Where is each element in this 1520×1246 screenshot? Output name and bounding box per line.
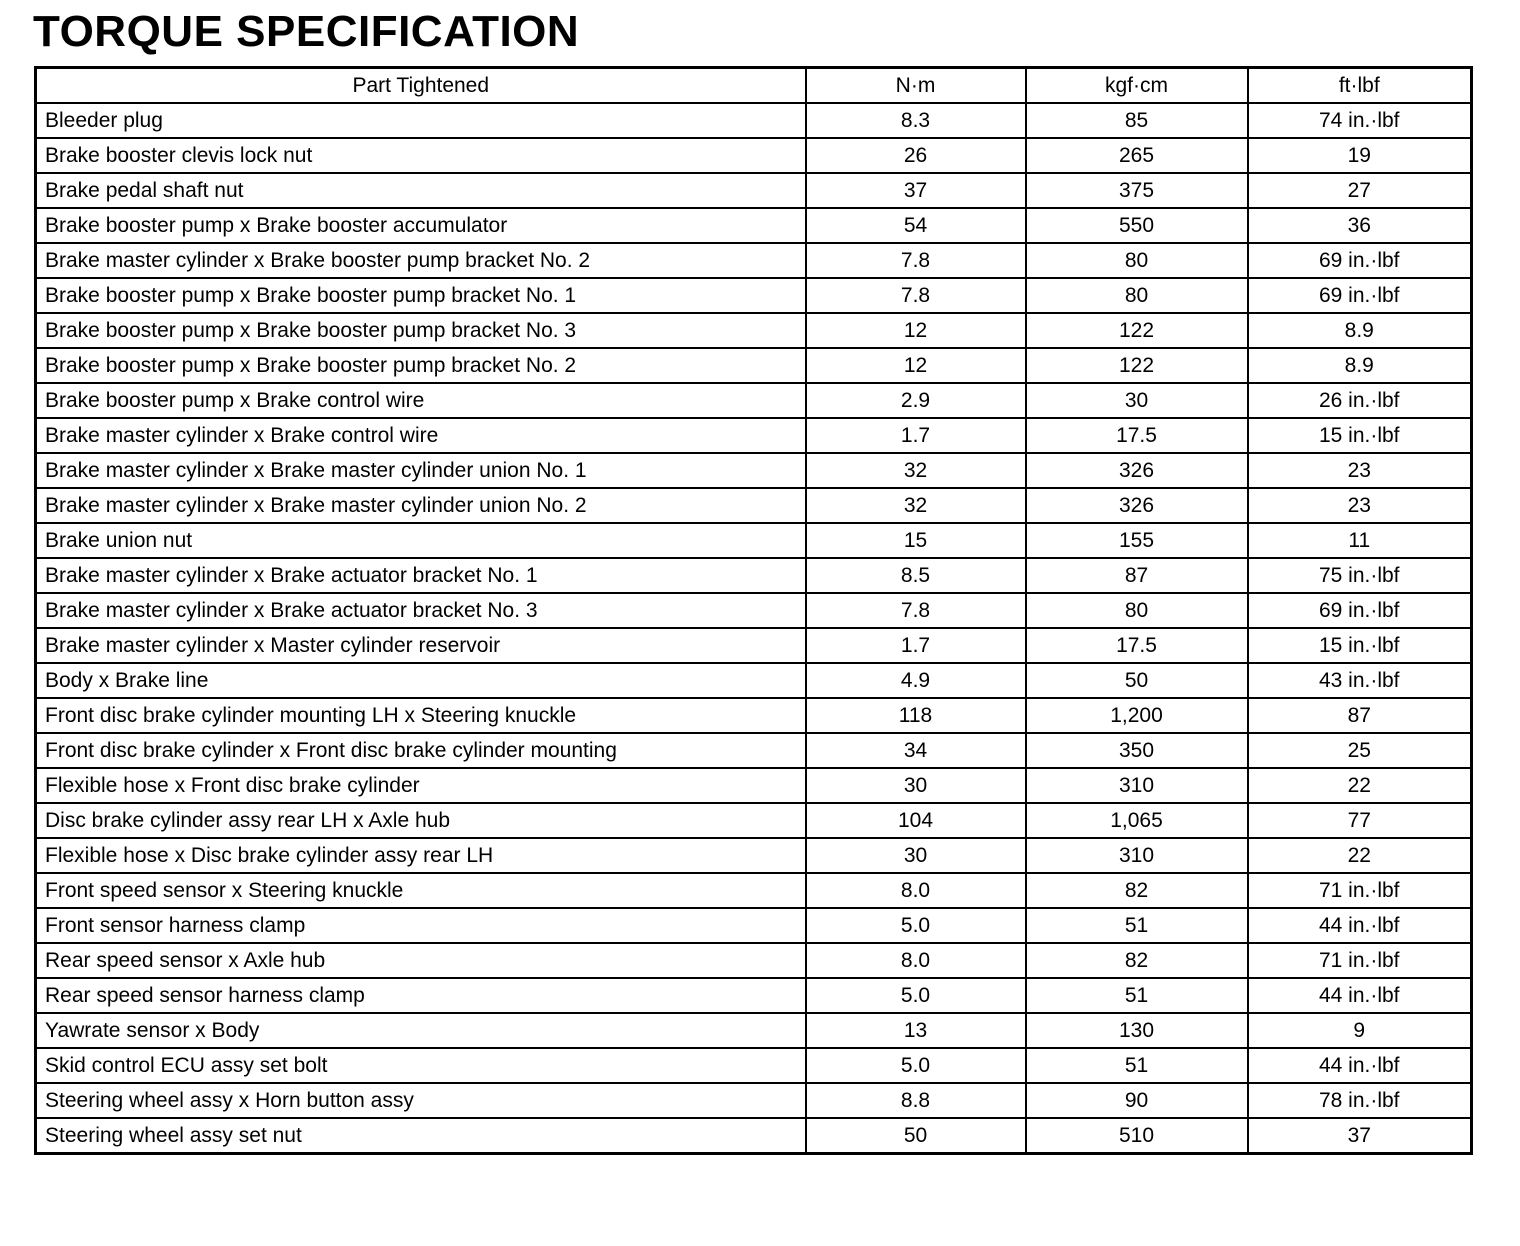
part-cell: Brake master cylinder x Brake master cylinder union No. 1: [36, 453, 806, 488]
part-cell: Steering wheel assy x Horn button assy: [36, 1083, 806, 1118]
nm-cell: 26: [806, 138, 1026, 173]
nm-cell: 30: [806, 768, 1026, 803]
table-row: [36, 1083, 1472, 1118]
ftlbf-cell: 23: [1248, 453, 1472, 488]
table-row: [36, 628, 1472, 663]
part-cell: Brake master cylinder x Brake master cylinder union No. 2: [36, 488, 806, 523]
kgfcm-cell: 82: [1026, 943, 1248, 978]
nm-cell: 5.0: [806, 978, 1026, 1013]
part-cell: Brake master cylinder x Master cylinder reservoir: [36, 628, 806, 663]
nm-cell: 50: [806, 1118, 1026, 1154]
column-header-nm: N·m: [806, 68, 1026, 104]
ftlbf-cell: 27: [1248, 173, 1472, 208]
ftlbf-cell: 26 in.·lbf: [1248, 383, 1472, 418]
ftlbf-cell: 44 in.·lbf: [1248, 908, 1472, 943]
nm-cell: 1.7: [806, 628, 1026, 663]
table-row: [36, 348, 1472, 383]
ftlbf-cell: 8.9: [1248, 348, 1472, 383]
ftlbf-cell: 75 in.·lbf: [1248, 558, 1472, 593]
nm-cell: 32: [806, 488, 1026, 523]
kgfcm-cell: 1,200: [1026, 698, 1248, 733]
ftlbf-cell: 71 in.·lbf: [1248, 943, 1472, 978]
nm-cell: 8.0: [806, 943, 1026, 978]
kgfcm-cell: 30: [1026, 383, 1248, 418]
kgfcm-cell: 375: [1026, 173, 1248, 208]
ftlbf-cell: 8.9: [1248, 313, 1472, 348]
part-cell: Brake master cylinder x Brake actuator bracket No. 3: [36, 593, 806, 628]
kgfcm-cell: 350: [1026, 733, 1248, 768]
header-row: [36, 68, 1472, 104]
ftlbf-cell: 87: [1248, 698, 1472, 733]
kgfcm-cell: 155: [1026, 523, 1248, 558]
table-row: [36, 908, 1472, 943]
column-header-part: Part Tightened: [36, 68, 806, 104]
part-cell: Rear speed sensor x Axle hub: [36, 943, 806, 978]
table-row: [36, 558, 1472, 593]
table-row: [36, 208, 1472, 243]
kgfcm-cell: 85: [1026, 103, 1248, 138]
nm-cell: 7.8: [806, 278, 1026, 313]
part-cell: Front disc brake cylinder x Front disc brake cylinder mounting: [36, 733, 806, 768]
ftlbf-cell: 78 in.·lbf: [1248, 1083, 1472, 1118]
part-cell: Brake booster pump x Brake booster accumulator: [36, 208, 806, 243]
ftlbf-cell: 44 in.·lbf: [1248, 978, 1472, 1013]
table-row: [36, 803, 1472, 838]
ftlbf-cell: 25: [1248, 733, 1472, 768]
table-row: [36, 1048, 1472, 1083]
nm-cell: 12: [806, 348, 1026, 383]
ftlbf-cell: 37: [1248, 1118, 1472, 1154]
table-row: [36, 768, 1472, 803]
table-row: [36, 1118, 1472, 1154]
table-row: [36, 278, 1472, 313]
ftlbf-cell: 15 in.·lbf: [1248, 628, 1472, 663]
part-cell: Brake master cylinder x Brake booster pump bracket No. 2: [36, 243, 806, 278]
table-row: [36, 243, 1472, 278]
nm-cell: 37: [806, 173, 1026, 208]
nm-cell: 5.0: [806, 908, 1026, 943]
nm-cell: 7.8: [806, 593, 1026, 628]
table-row: [36, 418, 1472, 453]
table-row: [36, 173, 1472, 208]
part-cell: Yawrate sensor x Body: [36, 1013, 806, 1048]
kgfcm-cell: 50: [1026, 663, 1248, 698]
part-cell: Bleeder plug: [36, 103, 806, 138]
nm-cell: 4.9: [806, 663, 1026, 698]
kgfcm-cell: 122: [1026, 313, 1248, 348]
nm-cell: 15: [806, 523, 1026, 558]
part-cell: Brake booster pump x Brake booster pump bracket No. 2: [36, 348, 806, 383]
kgfcm-cell: 326: [1026, 453, 1248, 488]
kgfcm-cell: 80: [1026, 243, 1248, 278]
nm-cell: 12: [806, 313, 1026, 348]
nm-cell: 8.3: [806, 103, 1026, 138]
torque-spec-table: [34, 66, 1473, 1155]
kgfcm-cell: 265: [1026, 138, 1248, 173]
part-cell: Brake master cylinder x Brake actuator bracket No. 1: [36, 558, 806, 593]
kgfcm-cell: 310: [1026, 838, 1248, 873]
part-cell: Front sensor harness clamp: [36, 908, 806, 943]
kgfcm-cell: 130: [1026, 1013, 1248, 1048]
table-row: [36, 103, 1472, 138]
column-header-ftlbf: ft·lbf: [1248, 68, 1472, 104]
ftlbf-cell: 22: [1248, 768, 1472, 803]
ftlbf-cell: 11: [1248, 523, 1472, 558]
table-row: [36, 733, 1472, 768]
table-row: [36, 523, 1472, 558]
part-cell: Brake master cylinder x Brake control wire: [36, 418, 806, 453]
table-row: [36, 978, 1472, 1013]
part-cell: Disc brake cylinder assy rear LH x Axle hub: [36, 803, 806, 838]
table-row: [36, 663, 1472, 698]
part-cell: Brake booster pump x Brake booster pump bracket No. 1: [36, 278, 806, 313]
ftlbf-cell: 71 in.·lbf: [1248, 873, 1472, 908]
table-row: [36, 488, 1472, 523]
part-cell: Front disc brake cylinder mounting LH x Steering knuckle: [36, 698, 806, 733]
table-row: [36, 873, 1472, 908]
ftlbf-cell: 43 in.·lbf: [1248, 663, 1472, 698]
nm-cell: 1.7: [806, 418, 1026, 453]
part-cell: Brake pedal shaft nut: [36, 173, 806, 208]
ftlbf-cell: 69 in.·lbf: [1248, 243, 1472, 278]
part-cell: Front speed sensor x Steering knuckle: [36, 873, 806, 908]
part-cell: Flexible hose x Front disc brake cylinder: [36, 768, 806, 803]
kgfcm-cell: 510: [1026, 1118, 1248, 1154]
nm-cell: 34: [806, 733, 1026, 768]
ftlbf-cell: 19: [1248, 138, 1472, 173]
table-row: [36, 313, 1472, 348]
nm-cell: 8.5: [806, 558, 1026, 593]
kgfcm-cell: 90: [1026, 1083, 1248, 1118]
part-cell: Brake booster pump x Brake booster pump bracket No. 3: [36, 313, 806, 348]
kgfcm-cell: 550: [1026, 208, 1248, 243]
nm-cell: 7.8: [806, 243, 1026, 278]
nm-cell: 8.0: [806, 873, 1026, 908]
nm-cell: 118: [806, 698, 1026, 733]
ftlbf-cell: 77: [1248, 803, 1472, 838]
kgfcm-cell: 87: [1026, 558, 1248, 593]
part-cell: Flexible hose x Disc brake cylinder assy rear LH: [36, 838, 806, 873]
nm-cell: 13: [806, 1013, 1026, 1048]
ftlbf-cell: 74 in.·lbf: [1248, 103, 1472, 138]
nm-cell: 2.9: [806, 383, 1026, 418]
kgfcm-cell: 17.5: [1026, 628, 1248, 663]
table-row: [36, 383, 1472, 418]
table-row: [36, 1013, 1472, 1048]
part-cell: Skid control ECU assy set bolt: [36, 1048, 806, 1083]
ftlbf-cell: 69 in.·lbf: [1248, 278, 1472, 313]
part-cell: Brake booster clevis lock nut: [36, 138, 806, 173]
column-header-kgfcm: kgf·cm: [1026, 68, 1248, 104]
part-cell: Brake booster pump x Brake control wire: [36, 383, 806, 418]
kgfcm-cell: 17.5: [1026, 418, 1248, 453]
ftlbf-cell: 9: [1248, 1013, 1472, 1048]
nm-cell: 104: [806, 803, 1026, 838]
kgfcm-cell: 51: [1026, 978, 1248, 1013]
page-title: TORQUE SPECIFICATION: [33, 7, 580, 56]
kgfcm-cell: 1,065: [1026, 803, 1248, 838]
ftlbf-cell: 44 in.·lbf: [1248, 1048, 1472, 1083]
table-body: [36, 103, 1472, 1154]
table-row: [36, 838, 1472, 873]
kgfcm-cell: 80: [1026, 278, 1248, 313]
part-cell: Rear speed sensor harness clamp: [36, 978, 806, 1013]
nm-cell: 30: [806, 838, 1026, 873]
ftlbf-cell: 22: [1248, 838, 1472, 873]
table-row: [36, 698, 1472, 733]
nm-cell: 5.0: [806, 1048, 1026, 1083]
ftlbf-cell: 23: [1248, 488, 1472, 523]
kgfcm-cell: 82: [1026, 873, 1248, 908]
ftlbf-cell: 15 in.·lbf: [1248, 418, 1472, 453]
table-row: [36, 943, 1472, 978]
ftlbf-cell: 69 in.·lbf: [1248, 593, 1472, 628]
part-cell: Body x Brake line: [36, 663, 806, 698]
nm-cell: 54: [806, 208, 1026, 243]
ftlbf-cell: 36: [1248, 208, 1472, 243]
table-row: [36, 453, 1472, 488]
table-row: [36, 593, 1472, 628]
kgfcm-cell: 310: [1026, 768, 1248, 803]
part-cell: Brake union nut: [36, 523, 806, 558]
kgfcm-cell: 51: [1026, 1048, 1248, 1083]
part-cell: Steering wheel assy set nut: [36, 1118, 806, 1154]
nm-cell: 32: [806, 453, 1026, 488]
nm-cell: 8.8: [806, 1083, 1026, 1118]
table-row: [36, 138, 1472, 173]
kgfcm-cell: 80: [1026, 593, 1248, 628]
kgfcm-cell: 122: [1026, 348, 1248, 383]
kgfcm-cell: 51: [1026, 908, 1248, 943]
kgfcm-cell: 326: [1026, 488, 1248, 523]
